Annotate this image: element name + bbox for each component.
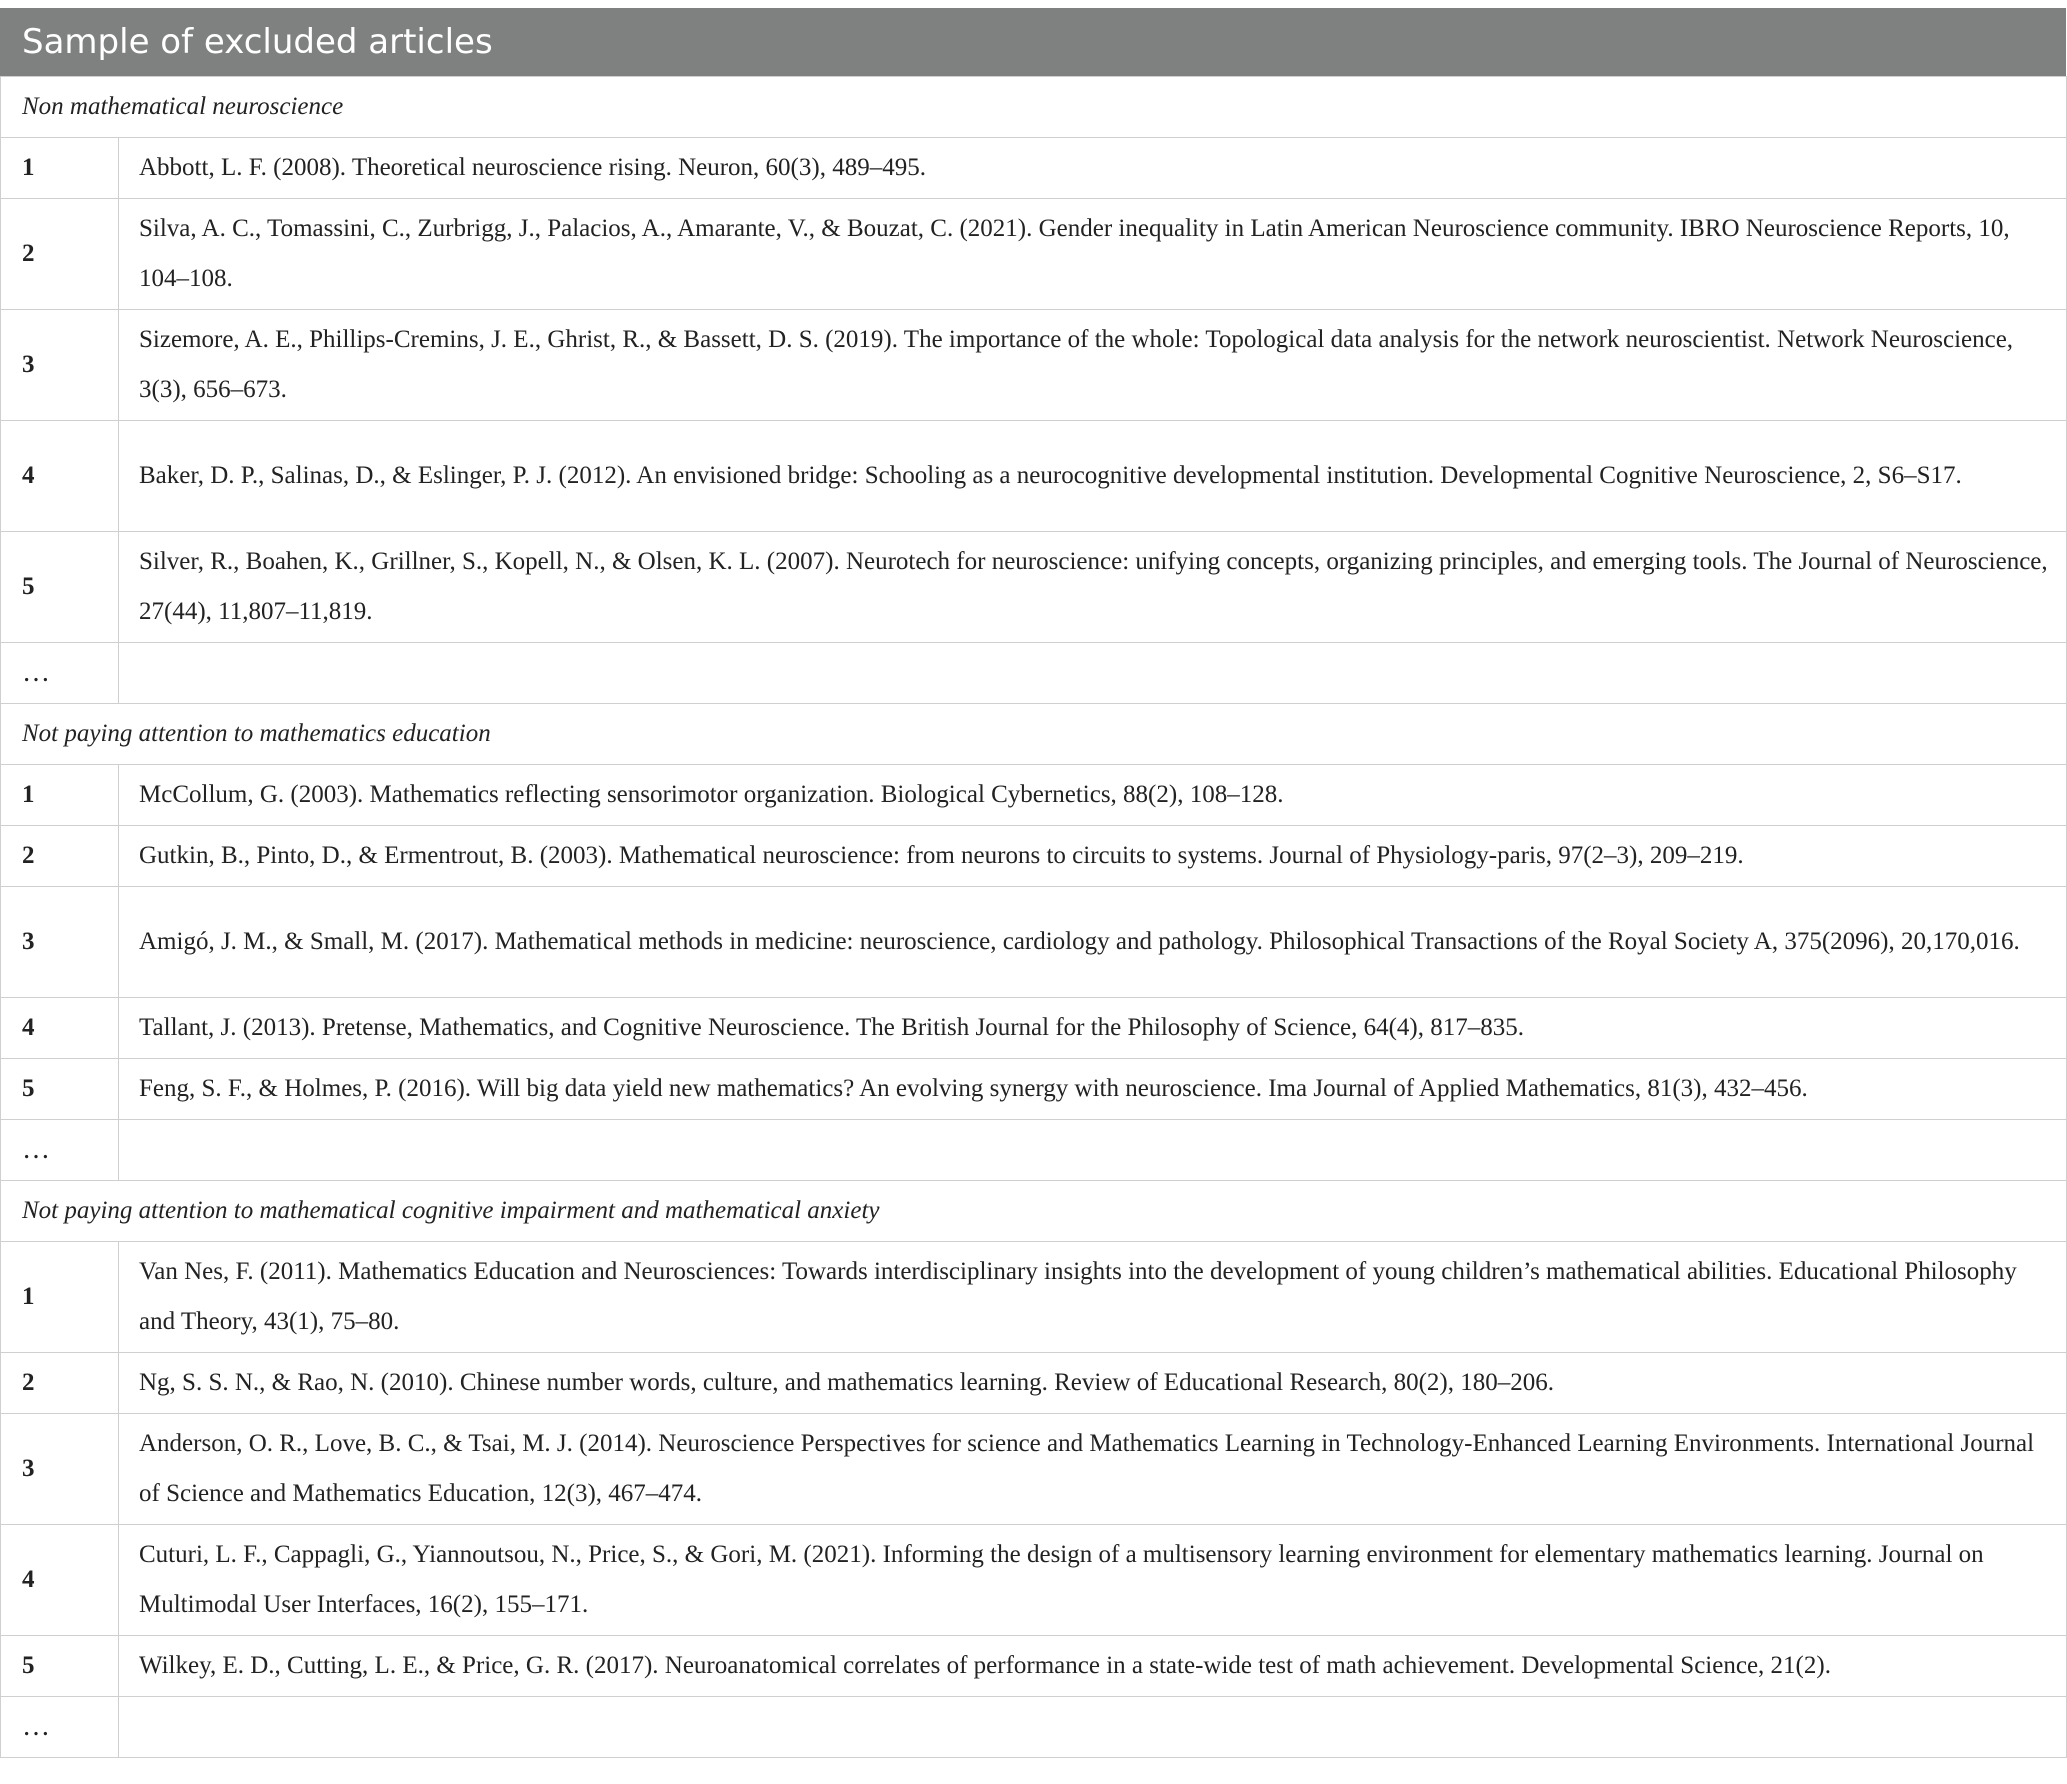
table-row [1, 310, 2067, 421]
section-heading-row [1, 704, 2067, 765]
row-number: 3 [1, 1414, 119, 1525]
row-number: 2 [1, 826, 119, 887]
row-number: 3 [1, 887, 119, 998]
reference-cell: Silva, A. C., Tomassini, C., Zurbrigg, J., Palacios, A., Amarante, V., & Bouzat, C. (2021). Gender inequality in Latin American Neuroscience community. IBRO Neuroscience Reports, 10, 104–108. [119, 199, 2067, 310]
row-number: 5 [1, 1059, 119, 1120]
reference-cell: Cuturi, L. F., Cappagli, G., Yiannoutsou, N., Price, S., & Gori, M. (2021). Informing the design of a multisensory learning environment for elementary mathematics learning. Journal on Multimodal User Interfaces, 16(2), 155–171. [119, 1525, 2067, 1636]
empty-cell [119, 1120, 2067, 1181]
row-number: 2 [1, 199, 119, 310]
section-heading-row [1, 1181, 2067, 1242]
ellipsis-row [1, 1120, 2067, 1181]
section-heading: Not paying attention to mathematical cognitive impairment and mathematical anxiety [1, 1181, 2067, 1242]
row-number: 5 [1, 532, 119, 643]
table-row [1, 1353, 2067, 1414]
table-row [1, 1059, 2067, 1120]
reference-cell: Anderson, O. R., Love, B. C., & Tsai, M. J. (2014). Neuroscience Perspectives for science and Mathematics Learning in Technology-Enhanced Learning Environments. International Journal of Science and Mathematics Education, 12(3), 467–474. [119, 1414, 2067, 1525]
row-number: 1 [1, 138, 119, 199]
table-row [1, 1414, 2067, 1525]
reference-cell: Sizemore, A. E., Phillips-Cremins, J. E., Ghrist, R., & Bassett, D. S. (2019). The importance of the whole: Topological data analysis for the network neuroscientist. Network Neuroscience, 3(3), 656–673. [119, 310, 2067, 421]
ellipsis-row [1, 1697, 2067, 1758]
table-row [1, 887, 2067, 998]
row-number: 5 [1, 1636, 119, 1697]
table-row [1, 1636, 2067, 1697]
section-heading: Not paying attention to mathematics education [1, 704, 2067, 765]
reference-cell: Wilkey, E. D., Cutting, L. E., & Price, G. R. (2017). Neuroanatomical correlates of performance in a state-wide test of math achievement. Developmental Science, 21(2). [119, 1636, 2067, 1697]
row-number: 1 [1, 1242, 119, 1353]
ellipsis-row [1, 643, 2067, 704]
empty-cell [119, 643, 2067, 704]
table-row [1, 1525, 2067, 1636]
table-row [1, 1242, 2067, 1353]
reference-cell: Abbott, L. F. (2008). Theoretical neuroscience rising. Neuron, 60(3), 489–495. [119, 138, 2067, 199]
ellipsis-marker: … [1, 1697, 119, 1758]
table-row [1, 826, 2067, 887]
row-number: 1 [1, 765, 119, 826]
row-number: 4 [1, 421, 119, 532]
row-number: 4 [1, 1525, 119, 1636]
excluded-articles-table-wrap [0, 8, 2066, 1758]
section-heading: Non mathematical neuroscience [1, 77, 2067, 138]
ellipsis-marker: … [1, 643, 119, 704]
row-number: 2 [1, 1353, 119, 1414]
reference-cell: Tallant, J. (2013). Pretense, Mathematics, and Cognitive Neuroscience. The British Journal for the Philosophy of Science, 64(4), 817–835. [119, 998, 2067, 1059]
reference-cell: McCollum, G. (2003). Mathematics reflecting sensorimotor organization. Biological Cybernetics, 88(2), 108–128. [119, 765, 2067, 826]
row-number: 4 [1, 998, 119, 1059]
row-number: 3 [1, 310, 119, 421]
empty-cell [119, 1697, 2067, 1758]
table-row [1, 199, 2067, 310]
reference-cell: Silver, R., Boahen, K., Grillner, S., Kopell, N., & Olsen, K. L. (2007). Neurotech for neuroscience: unifying concepts, organizing principles, and emerging tools. The Journal of Neuroscience, 27(44), 11,807–11,819. [119, 532, 2067, 643]
ellipsis-marker: … [1, 1120, 119, 1181]
excluded-articles-table [0, 76, 2067, 1758]
reference-cell: Van Nes, F. (2011). Mathematics Education and Neurosciences: Towards interdisciplinary insights into the development of young children’s mathematical abilities. Educational Philosophy and Theory, 43(1), 75–80. [119, 1242, 2067, 1353]
table-row [1, 532, 2067, 643]
reference-cell: Gutkin, B., Pinto, D., & Ermentrout, B. (2003). Mathematical neuroscience: from neurons to circuits to systems. Journal of Physiology-paris, 97(2–3), 209–219. [119, 826, 2067, 887]
table-title: Sample of excluded articles [0, 8, 2066, 76]
table-row [1, 421, 2067, 532]
reference-cell: Feng, S. F., & Holmes, P. (2016). Will big data yield new mathematics? An evolving synergy with neuroscience. Ima Journal of Applied Mathematics, 81(3), 432–456. [119, 1059, 2067, 1120]
table-row [1, 998, 2067, 1059]
table-row [1, 138, 2067, 199]
reference-cell: Amigó, J. M., & Small, M. (2017). Mathematical methods in medicine: neuroscience, cardiology and pathology. Philosophical Transactions of the Royal Society A, 375(2096), 20,170,016. [119, 887, 2067, 998]
section-heading-row [1, 77, 2067, 138]
reference-cell: Ng, S. S. N., & Rao, N. (2010). Chinese number words, culture, and mathematics learning. Review of Educational Research, 80(2), 180–206. [119, 1353, 2067, 1414]
table-row [1, 765, 2067, 826]
reference-cell: Baker, D. P., Salinas, D., & Eslinger, P. J. (2012). An envisioned bridge: Schooling as a neurocognitive developmental institution. Developmental Cognitive Neuroscience, 2, S6–S17. [119, 421, 2067, 532]
